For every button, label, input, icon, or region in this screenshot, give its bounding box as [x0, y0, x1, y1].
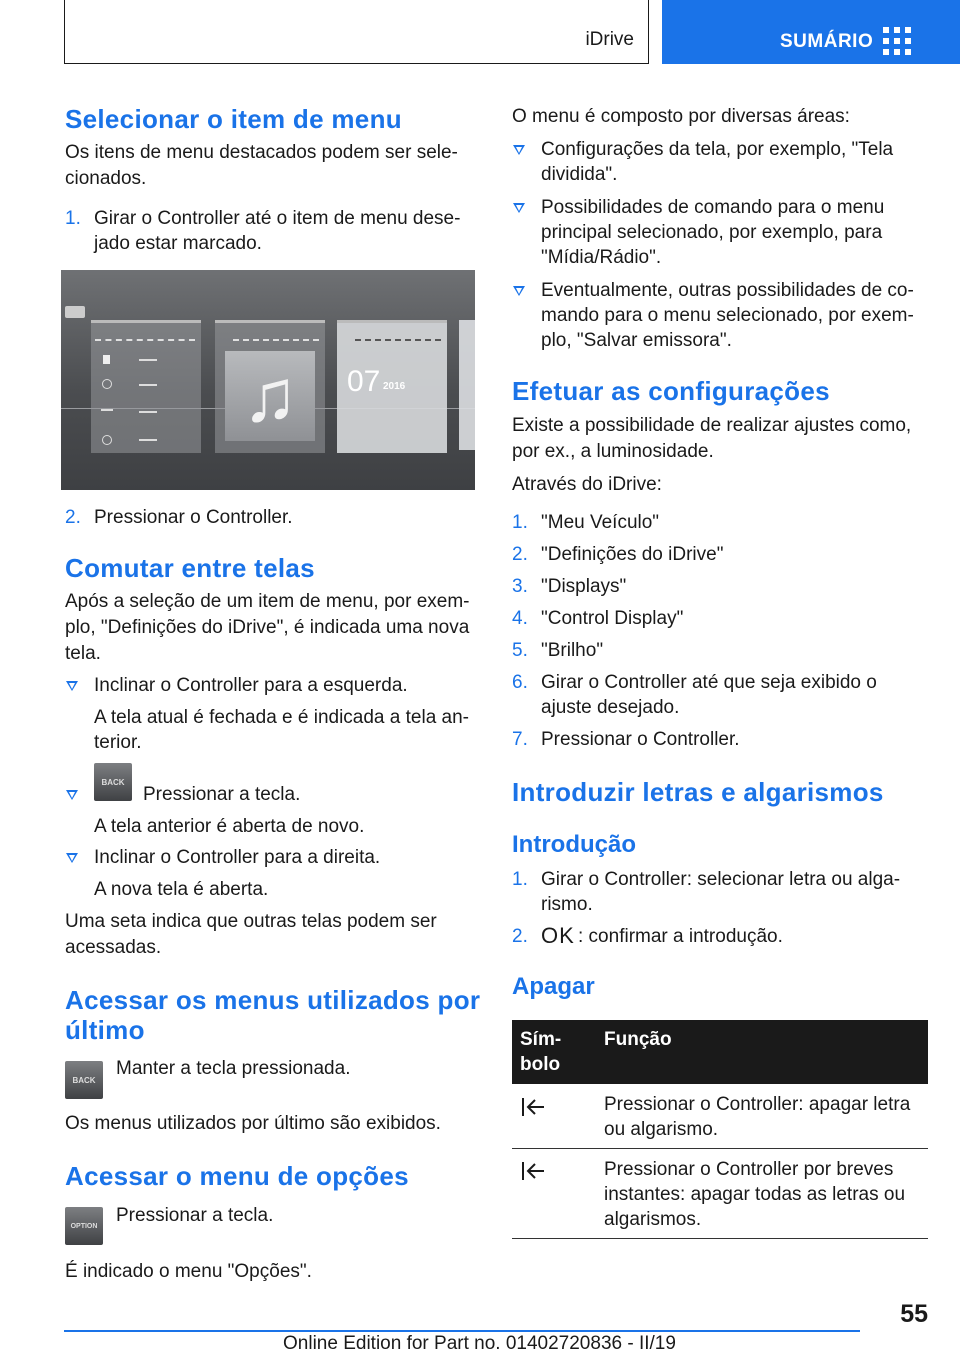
settings-step6-cont: ajuste desejado.: [541, 697, 680, 718]
bullet-triangle-icon: [513, 286, 525, 296]
table-cell-function: ou algarismo.: [604, 1119, 719, 1140]
table-col-symbol-line1: Sím-: [520, 1029, 562, 1050]
right-bullet2-line3: "Mídia/Rádio".: [541, 247, 662, 268]
settings-step: "Displays": [541, 576, 627, 597]
text-select-line2: cionados.: [65, 168, 147, 189]
header-frame: [64, 0, 649, 64]
fuel-icon: [103, 355, 110, 364]
footer-divider: [64, 1330, 860, 1332]
step-number: 2.: [512, 544, 528, 565]
table-cell-function: algarismos.: [604, 1209, 702, 1230]
bullet2-text: Pressionar a tecla.: [143, 784, 301, 805]
settings-step: "Definições do iDrive": [541, 544, 724, 565]
heading-input-letters: Introduzir letras e algarismos: [512, 777, 884, 807]
table-cell-function: instantes: apagar todas as letras ou: [604, 1184, 906, 1205]
step-number: 1.: [512, 869, 528, 890]
right-bullet2-line2: principal selecionado, por exemplo, para: [541, 222, 883, 243]
right-bullet1-line2: dividida".: [541, 164, 618, 185]
gauge-icon: [102, 379, 112, 389]
step-number: 5.: [512, 640, 528, 661]
settings-step: Girar o Controller até que seja exibido o: [541, 672, 877, 693]
bullet-triangle-icon: [66, 853, 78, 863]
summary-button[interactable]: [662, 0, 960, 64]
back-key-icon: BACK: [65, 1061, 103, 1099]
heading-settings: Efetuar as configurações: [512, 376, 830, 406]
settings-step: "Meu Veículo": [541, 512, 660, 533]
settings-step: "Brilho": [541, 640, 604, 661]
bullet1-sub-line1: A tela atual é fechada e é indicada a tela an-: [94, 707, 469, 728]
text-press-key: Pressionar a tecla.: [116, 1205, 274, 1226]
bullet-triangle-icon: [66, 681, 78, 691]
text-arrow-line1: Uma seta indica que outras telas podem ser: [65, 911, 437, 932]
distance-icon: [101, 409, 113, 411]
step-number: 1.: [512, 512, 528, 533]
step-number: 4.: [512, 608, 528, 629]
heading-switch-screens: Comutar entre telas: [65, 553, 315, 583]
bullet2-sub: A tela anterior é aberta de novo.: [94, 816, 365, 837]
step-number: 1.: [65, 208, 81, 229]
text-options: É indicado o menu "Opções".: [65, 1261, 312, 1282]
table-cell-function: Pressionar o Controller por breves: [604, 1159, 894, 1180]
text-last-menus: Os menus utilizados por último são exibidos.: [65, 1113, 441, 1134]
heading-delete: Apagar: [512, 973, 595, 1000]
text-switch-line3: tela.: [65, 643, 101, 664]
summary-button-label: SUMÁRIO: [780, 31, 874, 52]
option-key-icon: OPTION: [65, 1207, 103, 1245]
step-number: 2.: [65, 507, 81, 528]
heading-select-menu-item: Selecionar o item de menu: [65, 104, 402, 134]
step-number: 2.: [512, 926, 528, 947]
settings-step: Pressionar o Controller.: [541, 729, 740, 750]
step1-line2: jado estar marcado.: [94, 233, 262, 254]
right-bullet3-line2: mando para o menu selecionado, por exem-: [541, 305, 914, 326]
delete-left-arrow-icon: [520, 1096, 546, 1118]
idrive-screen-image: [61, 270, 475, 490]
right-bullet2-line1: Possibilidades de comando para o menu: [541, 197, 885, 218]
bullet3-text: Inclinar o Controller para a direita.: [94, 847, 381, 868]
car-icon: [65, 306, 85, 318]
text-arrow-line2: acessadas.: [65, 937, 162, 958]
right-bullet1-line1: Configurações da tela, por exemplo, "Tela: [541, 139, 894, 160]
heading-introduction: Introdução: [512, 831, 636, 858]
bullet3-sub: A nova tela é aberta.: [94, 879, 269, 900]
text-settings-line2: por ex., a luminosidade.: [512, 441, 714, 462]
text-hold-key: Manter a tecla pressionada.: [116, 1058, 351, 1079]
header-title: iDrive: [585, 29, 634, 50]
table-col-symbol-line2: bolo: [520, 1054, 561, 1075]
bullet1-text: Inclinar o Controller para a esquerda.: [94, 675, 408, 696]
footer-text: Online Edition for Part no. 01402720836 - II/19: [283, 1333, 676, 1354]
intro-step1-line1: Girar o Controller: selecionar letra ou alga-: [541, 869, 901, 890]
table-row: [512, 1148, 928, 1239]
music-note-icon: ♫: [225, 351, 315, 441]
text-select-line1: Os itens de menu destacados podem ser sele-: [65, 142, 458, 163]
text-menu-areas: O menu é composto por diversas áreas:: [512, 106, 850, 127]
table-cell-function: Pressionar o Controller: apagar letra: [604, 1094, 911, 1115]
screen-date-value: 07: [347, 365, 381, 398]
heading-options-menu: Acessar o menu de opções: [65, 1161, 409, 1191]
table-header: [512, 1020, 928, 1084]
bullet-triangle-icon: [513, 203, 525, 213]
bullet1-sub-line2: terior.: [94, 732, 142, 753]
text-switch-line2: plo, "Definições do iDrive", é indicada uma nova: [65, 617, 470, 638]
table-col-function: Função: [604, 1029, 672, 1050]
step-number: 3.: [512, 576, 528, 597]
text-via-idrive: Através do iDrive:: [512, 474, 662, 495]
right-bullet3-line3: plo, "Salvar emissora".: [541, 330, 732, 351]
text-settings-line1: Existe a possibilidade de realizar ajustes como,: [512, 415, 912, 436]
step2-text: Pressionar o Controller.: [94, 507, 293, 528]
page-number: 55: [900, 1300, 928, 1328]
heading-last-menus-line2: último: [65, 1015, 145, 1045]
clock-icon: [102, 435, 112, 445]
text-switch-line1: Após a seleção de um item de menu, por exem-: [65, 591, 470, 612]
bullet-triangle-icon: [66, 790, 78, 800]
delete-left-arrow-icon: [520, 1160, 546, 1182]
settings-step: "Control Display": [541, 608, 684, 629]
step-number: 6.: [512, 672, 528, 693]
screen-date-year: 2016: [383, 381, 406, 392]
bullet-triangle-icon: [513, 145, 525, 155]
ok-symbol: OK: [541, 923, 575, 948]
right-bullet3-line1: Eventualmente, outras possibilidades de co-: [541, 280, 914, 301]
grid-icon: [883, 27, 911, 55]
step-number: 7.: [512, 729, 528, 750]
back-key-icon: BACK: [94, 763, 132, 801]
intro-step2-text: : confirmar a introdução.: [578, 926, 783, 947]
step1-line1: Girar o Controller até o item de menu dese-: [94, 208, 461, 229]
table-row: [512, 1084, 928, 1149]
heading-last-menus-line1: Acessar os menus utilizados por: [65, 985, 481, 1015]
intro-step1-line2: rismo.: [541, 894, 593, 915]
